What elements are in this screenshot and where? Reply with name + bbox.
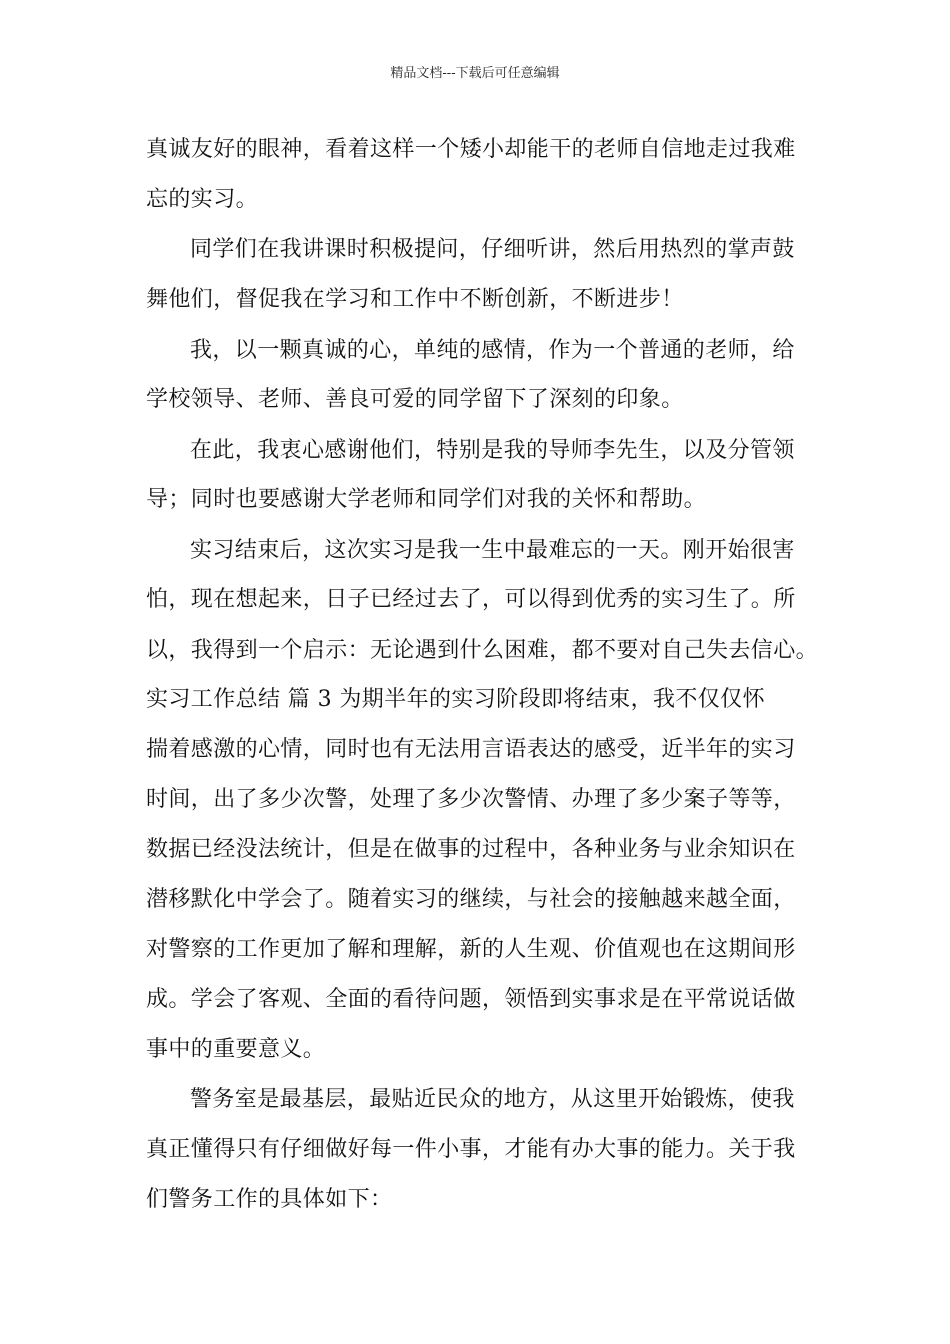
text-line: 忘的实习。 <box>146 187 259 212</box>
text-line: 舞他们，督促我在学习和工作中不断创新，不断进步！ <box>146 287 684 312</box>
text-line: 实习工作总结 篇 3 为期半年的实习阶段即将结束，我不仅仅怀 <box>146 687 765 712</box>
text-line: 以，我得到一个启示：无论遇到什么困难，都不要对自己失去信心。 <box>146 638 819 663</box>
text-line: 对警察的工作更加了解和理解，新的人生观、价值观也在这期间形 <box>146 937 796 962</box>
text-line: 警务室是最基层，最贴近民众的地方，从这里开始锻炼，使我 <box>190 1087 795 1112</box>
text-line: 时间，出了多少次警，处理了多少次警情、办理了多少案子等等， <box>146 787 796 812</box>
text-line: 真诚友好的眼神，看着这样一个矮小却能干的老师自信地走过我难 <box>146 137 796 162</box>
text-line: 怕，现在想起来，日子已经过去了，可以得到优秀的实习生了。所 <box>146 587 796 612</box>
text-line: 学校领导、老师、善良可爱的同学留下了深刻的印象。 <box>146 387 684 412</box>
text-line: 在此，我衷心感谢他们，特别是我的导师李先生，以及分管领 <box>190 438 795 463</box>
text-line: 们警务工作的具体如下： <box>146 1187 393 1212</box>
text-line: 真正懂得只有仔细做好每一件小事，才能有办大事的能力。关于我 <box>146 1137 796 1162</box>
text-line: 数据已经没法统计，但是在做事的过程中，各种业务与业余知识在 <box>146 837 796 862</box>
text-line: 实习结束后，这次实习是我一生中最难忘的一天。刚开始很害 <box>190 538 795 563</box>
page-header: 精品文档---下载后可任意编辑 <box>390 66 560 81</box>
text-line: 事中的重要意义。 <box>146 1037 326 1062</box>
text-line: 潜移默化中学会了。随着实习的继续，与社会的接触越来越全面， <box>146 887 796 912</box>
text-line: 导；同时也要感谢大学老师和同学们对我的关怀和帮助。 <box>146 487 707 512</box>
text-line: 揣着感激的心情，同时也有无法用言语表达的感受，近半年的实习 <box>146 737 796 762</box>
text-line: 成。学会了客观、全面的看待问题，领悟到实事求是在平常说话做 <box>146 987 796 1012</box>
text-line: 同学们在我讲课时积极提问，仔细听讲，然后用热烈的掌声鼓 <box>190 237 795 262</box>
text-line: 我，以一颗真诚的心，单纯的感情，作为一个普通的老师，给 <box>190 338 795 363</box>
